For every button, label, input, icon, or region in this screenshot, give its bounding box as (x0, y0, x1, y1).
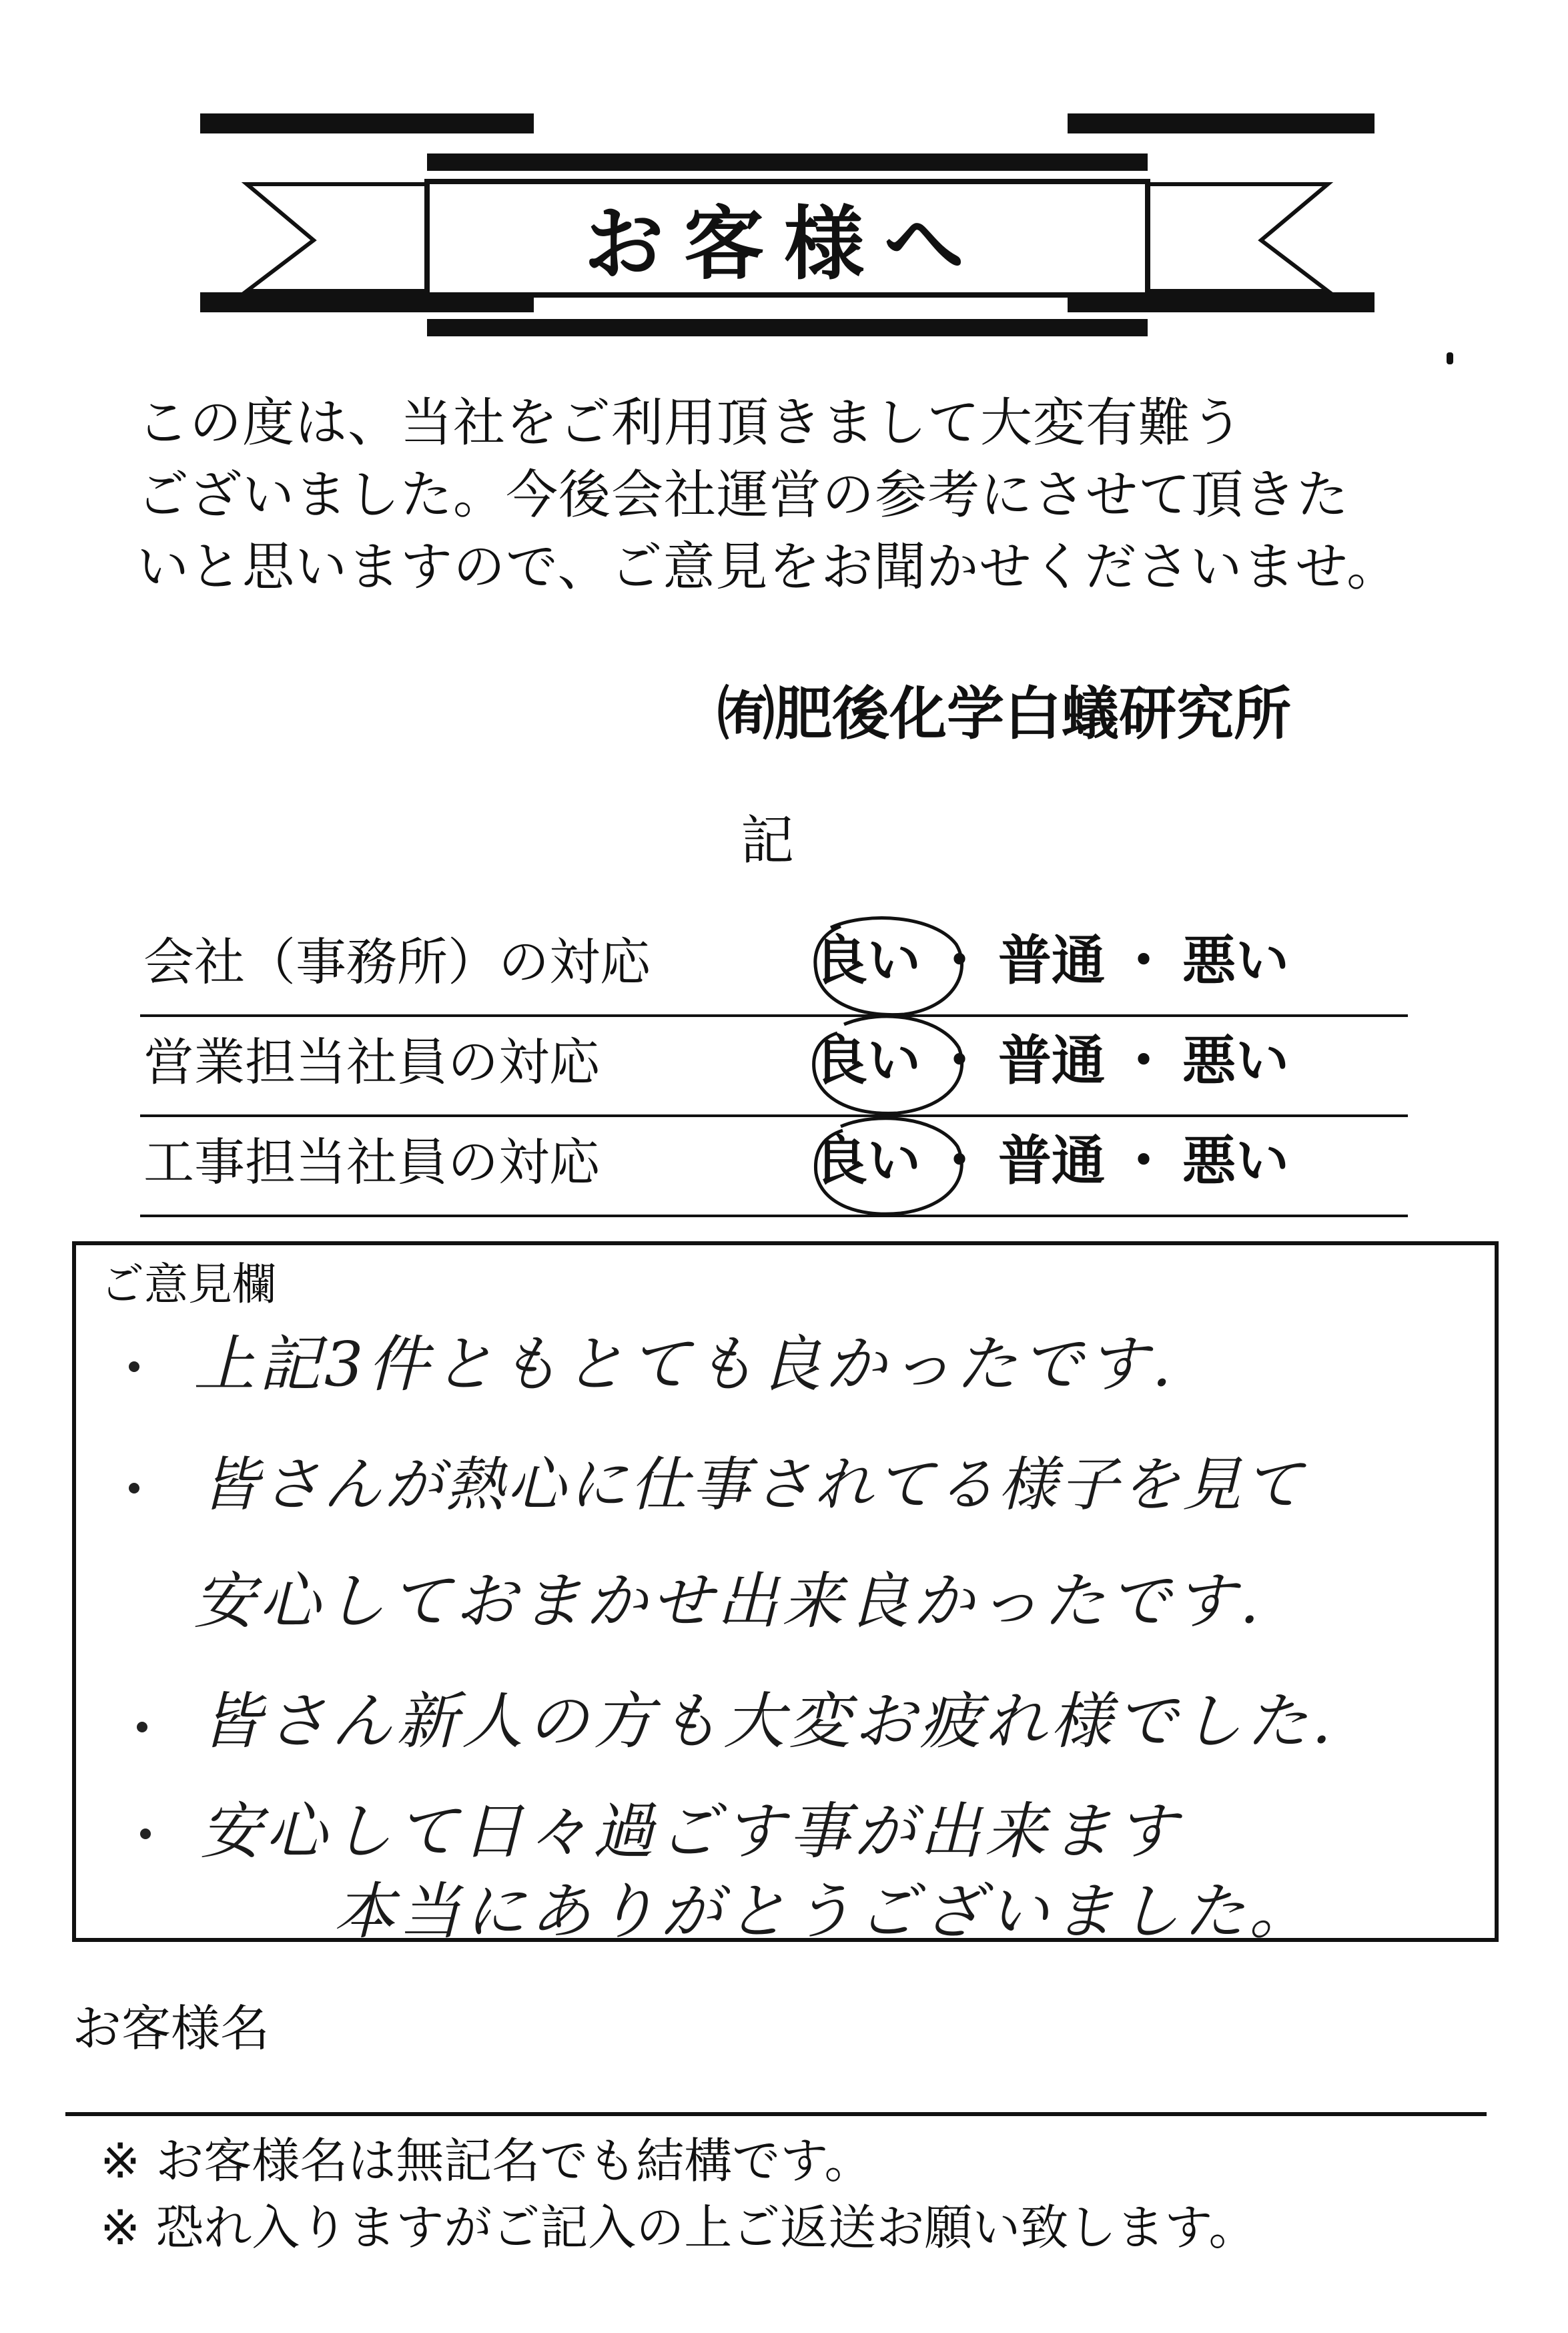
intro-line: ございました。今後会社運営の参考にさせて頂きた (137, 465, 1350, 525)
rating-options (814, 1028, 1289, 1094)
bullet-dot (137, 1722, 147, 1732)
option-bad[interactable]: 悪い (1182, 930, 1289, 992)
comment-line: 本当にありがとうございました。 (334, 1876, 1315, 1947)
comment-line: 皆さんが熱心に仕事されてる様子を見て (200, 1450, 1306, 1519)
note-line: ※ お客様名は無記名でも結構です。 (100, 2133, 873, 2189)
rating-row-office (140, 914, 1408, 1017)
rating-row-label: 工事担当社員の対応 (143, 1132, 600, 1192)
rating-options (814, 1128, 1289, 1195)
comment-label: ご意見欄 (100, 1259, 276, 1310)
bullet-dot (140, 1828, 151, 1839)
company-name: ㈲肥後化学白蟻研究所 (717, 681, 1291, 747)
option-separator: ・ (933, 930, 986, 992)
option-separator: ・ (1117, 1030, 1170, 1092)
option-separator: ・ (1117, 1130, 1170, 1192)
rating-row-label: 会社（事務所）の対応 (143, 932, 651, 992)
option-average[interactable]: 普通 (998, 930, 1105, 992)
option-separator: ・ (1117, 930, 1170, 992)
comment-line: 上記3件ともとても良かったです. (193, 1329, 1176, 1400)
intro-paragraph (137, 387, 1438, 603)
option-separator: ・ (933, 1130, 986, 1192)
option-good[interactable]: 良い (814, 1130, 921, 1192)
option-bad[interactable]: 悪い (1182, 1030, 1289, 1092)
customer-name-line[interactable] (65, 2112, 1487, 2116)
comment-line: 安心しておまかせ出来良かったです. (193, 1566, 1264, 1637)
bullet-dot (129, 1483, 139, 1493)
option-bad[interactable]: 悪い (1182, 1130, 1289, 1192)
rating-row-sales (140, 1014, 1408, 1117)
page-title: お客様へ (584, 197, 984, 291)
option-separator: ・ (933, 1030, 986, 1092)
rating-row-label: 営業担当社員の対応 (143, 1032, 600, 1092)
rating-options (814, 928, 1289, 994)
comment-line: 皆さん新人の方も大変お疲れ様でした. (200, 1686, 1336, 1757)
bullet-dot (129, 1361, 139, 1372)
rating-row-construction (140, 1114, 1408, 1217)
option-good[interactable]: 良い (814, 1030, 921, 1092)
record-heading: 記 (741, 809, 794, 872)
intro-line: この度は、当社をご利用頂きまして大変有難う (137, 393, 1244, 453)
option-average[interactable]: 普通 (998, 1130, 1105, 1192)
option-average[interactable]: 普通 (998, 1030, 1105, 1092)
scan-mark (1447, 352, 1453, 364)
intro-line: いと思いますので、ご意見をお聞かせくださいませ。 (137, 537, 1400, 597)
option-good[interactable]: 良い (814, 930, 921, 992)
customer-name-label: お客様名 (72, 2000, 270, 2057)
note-line: ※ 恐れ入りますがご記入の上ご返送お願い致します。 (100, 2200, 1257, 2256)
comment-line: 安心して日々過ごす事が出来ます (200, 1796, 1182, 1867)
